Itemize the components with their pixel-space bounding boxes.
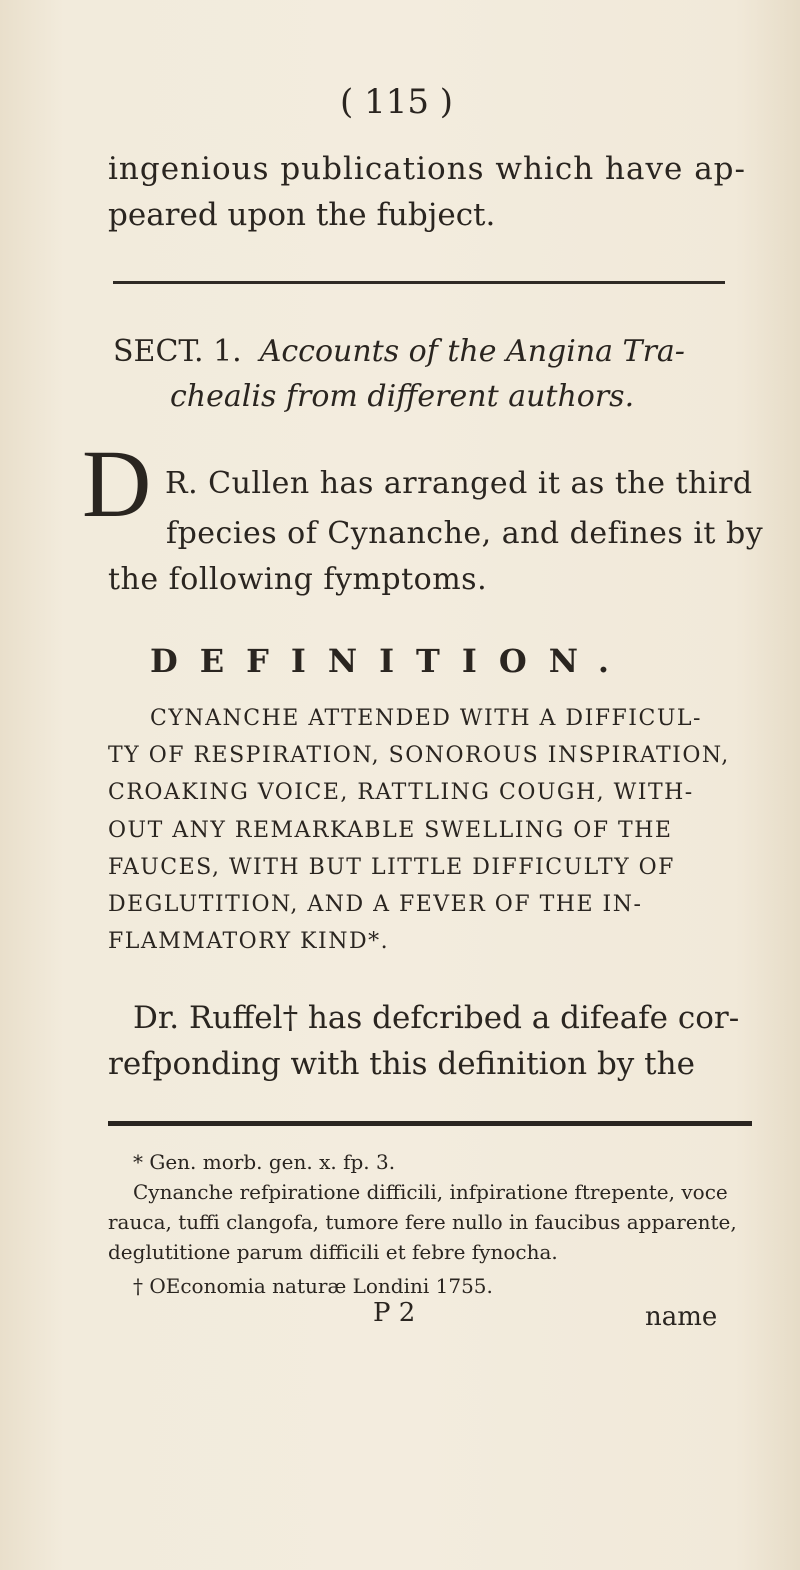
text-line: the following fymptoms. [108, 562, 488, 597]
text-line: ingenious publications which have ap- [108, 151, 746, 187]
text-line: refponding with this definition by the [108, 1046, 695, 1082]
drop-cap: D [82, 430, 152, 537]
text-line: fpecies of Cynanche, and defines it by [166, 516, 764, 551]
footnote-line: Cynanche refpiratione difficili, infpiratione ftrepente, voce [133, 1180, 728, 1204]
footnote-line: rauca, tuffi clangofa, tumore fere nullo in faucibus apparente, [108, 1210, 737, 1234]
text-line: R. Cullen has arranged it as the third [165, 466, 753, 501]
page-number: ( 115 ) [340, 82, 454, 122]
definition-line: CYNANCHE ATTENDED WITH A DIFFICUL- [150, 706, 702, 731]
definition-line: FAUCES, WITH BUT LITTLE DIFFICULTY OF [108, 855, 675, 880]
footnote-line: * Gen. morb. gen. x. fp. 3. [133, 1150, 396, 1174]
definition-line: CROAKING VOICE, RATTLING COUGH, WITH- [108, 780, 694, 805]
section-title: Accounts of the Angina Tra- [259, 334, 685, 369]
section-label: SECT. 1. [113, 334, 242, 369]
definition-line: TY OF RESPIRATION, SONOROUS INSPIRATION, [108, 743, 730, 768]
signature-mark: P 2 [373, 1298, 416, 1328]
section-divider [113, 281, 725, 284]
definition-line: OUT ANY REMARKABLE SWELLING OF THE [108, 818, 673, 843]
section-title-continued: chealis from different authors. [170, 379, 635, 414]
catchword: name [645, 1302, 718, 1332]
definition-heading: DEFINITION. [150, 642, 632, 680]
footnote-line: deglutitione parum difficili et febre fynocha. [108, 1240, 558, 1264]
footnote-divider [108, 1121, 752, 1126]
footnote-line: † OEconomia naturæ Londini 1755. [133, 1274, 493, 1298]
definition-line: FLAMMATORY KIND*. [108, 929, 390, 954]
text-line: peared upon the fubject. [108, 197, 496, 233]
section-heading [113, 334, 685, 369]
definition-line: DEGLUTITION, AND A FEVER OF THE IN- [108, 892, 643, 917]
text-line: Dr. Ruffel† has defcribed a difeafe cor- [133, 1000, 740, 1036]
